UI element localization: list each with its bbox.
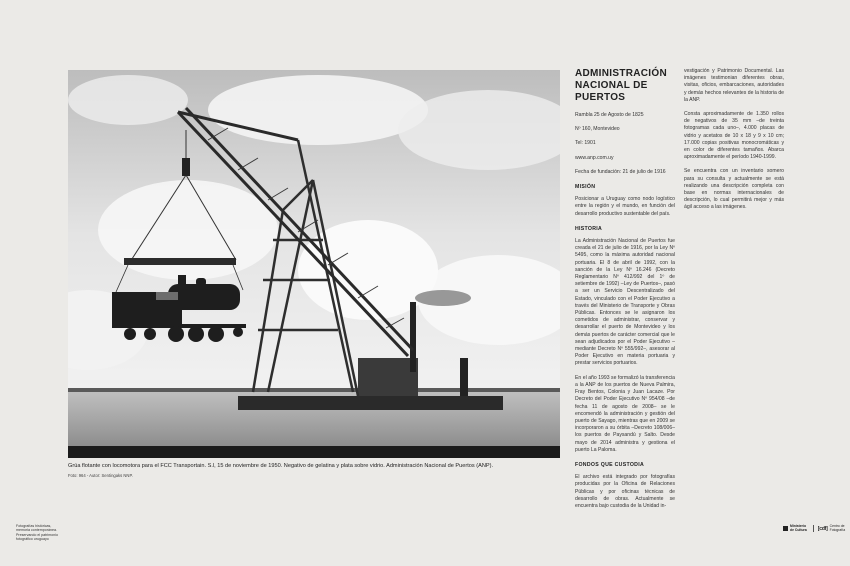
page-title: ADMINISTRACIÓN NACIONAL DE PUERTOS — [575, 68, 667, 103]
caption-text: Grúa flotante con locomotora para el FCC Transportain. S.l, 15 de noviembre de 1950. Negativo de gelatina y plata sobre vidrio. Administración Nacional de Puertos (ANP). — [68, 463, 494, 469]
text-column-2 — [684, 68, 784, 219]
address-block — [575, 112, 675, 176]
address-line: Nº 160, Montevideo — [575, 126, 620, 133]
address-line: Rambla 25 de Agosto de 1825 — [575, 112, 644, 118]
website-link[interactable]: www.anp.com.uy — [575, 154, 614, 161]
footer-logos — [783, 525, 845, 532]
footer-line: Preservando el patrimonio — [16, 532, 58, 537]
section-heading-mision: MISIÓN — [575, 184, 596, 191]
ministerio-logo — [783, 525, 807, 532]
fondos-paragraph: El archivo está integrado por fotografías producidas por la Oficina de Relaciones Públicas y por oficinas técnicas de desarrollo de obras. Actualmente se encuentra bajo custodia de la Unidad in- — [575, 474, 675, 509]
logo-text: Ministerio — [790, 524, 807, 528]
photo-caption — [68, 462, 560, 480]
historia-paragraph: En el año 1993 se formalizó la transferencia a la ANP de los puertos de Nueva Palmira, Fray Bentos, Colonia y Juan Lacaze. Por Decreto del Poder Ejecutivo Nº 954/08 –de fecha 11 de agosto de 2008– se le encomendó la administración y gestión del puerto de Sayago, mientras que en 2009 se incorporaron a su órbita –Decreto 108/006– los puertos de Paysandú y Salto. Desde mayo de 2014 administra y gestiona el puerto La Paloma. — [575, 374, 675, 453]
footer-line: Fotografías históricas, — [16, 524, 52, 528]
footer-series-title — [16, 524, 96, 542]
cdf-glyph: [cdf] — [817, 525, 828, 532]
logo-text: Fotografía — [829, 527, 846, 532]
cdf-logo — [813, 525, 845, 532]
section-heading-historia: HISTORIA — [575, 225, 603, 232]
fondos-paragraph: Se encuentra con un inventario somero para su consulta y actualmente se está realizando una descripción completa con base en normas internacionales de descripción, lo cual permitirá mejor y más ágil acceso a las imágenes. — [684, 168, 784, 211]
historic-photograph — [68, 70, 560, 458]
ministry-emblem-icon — [783, 526, 788, 531]
caption-credit: Foto: 964 - Autor: Sentingaks NNP. — [68, 473, 133, 478]
address-line: Fecha de fundación: 21 de julio de 1916 — [575, 168, 666, 175]
photograph-crane-locomotive-icon — [68, 70, 560, 458]
historia-paragraph: La Administración Nacional de Puertos fue creada el 21 de julio de 1916, por la Ley Nº 5495, como la máxima autoridad nacional portuaria. El 8 de abril de 1992, con la sanción de la Ley Nº 16.246 (Decreto Reglamentario Nº 412/992 del 1º de setiembre de 1992) –Ley de Puertos–, pasó a ser un Servicio Descentralizado del Estado, vinculado con el Poder Ejecutivo a través del Ministerio de Transporte y Obras Públicas. Entonces se le asignaron los cometidos de administrar, conservar y desarrollar el puerto de Montevideo y los demás puertos de carácter comercial que le sean adjudicados por el Poder Ejecutivo –mediante Decreto Nº 555/992–, asesorar al Poder Ejecutivo en materia portuaria y prestar servicios portuarios. — [575, 238, 675, 367]
text-column-1 — [575, 68, 675, 517]
footer-line: fotográfico uruguayo — [16, 537, 49, 542]
mision-text: Posicionar a Uruguay como nodo logístico entre la región y el mundo, en función del desarrollo productivo sustentable del país. — [575, 196, 675, 217]
logo-text: Centro de — [829, 524, 845, 528]
address-line: Tel: 1901 — [575, 140, 596, 147]
logo-text: de Cultura — [790, 527, 807, 532]
fondos-paragraph: vestigación y Patrimonio Documental. Las imágenes testimonian diferentes obras, visitas, oficios, embarcaciones, autoridades y demás hechos relevantes de la historia de la ANP. — [684, 68, 784, 103]
fondos-paragraph: Consta aproximadamente de 1.350 rollos de negativos de 35 mm –de treinta fotogramas cada uno–, 4.000 placas de vidrio y acetatos de 10 x 18 y 9 x 10 cm; 17.000 copias positivas monocromáticas y en color de diferentes tamaños. Abarca aproximadamente el período 1940-1999. — [684, 111, 784, 161]
footer-line: memoria contemporánea. — [16, 528, 57, 533]
section-heading-fondos: FONDOS QUE CUSTODIA — [575, 461, 645, 468]
